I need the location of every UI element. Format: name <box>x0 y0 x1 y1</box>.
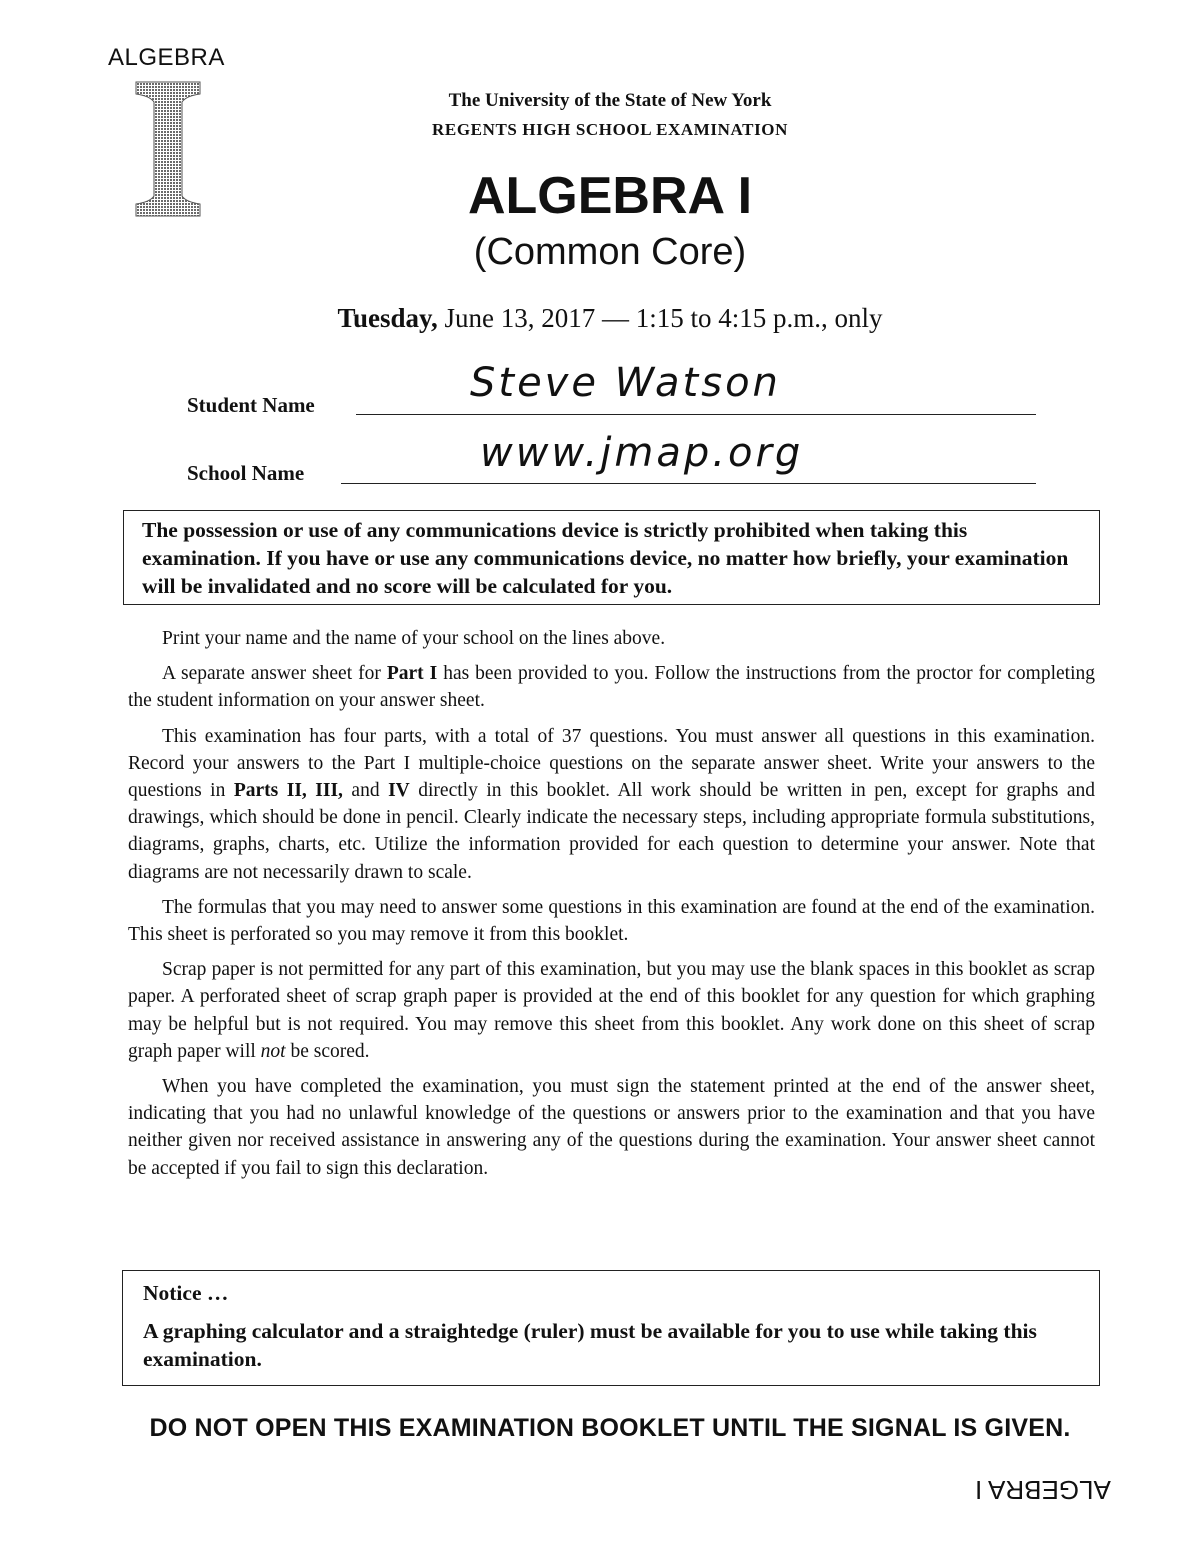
instruction-paragraph: This examination has four parts, with a total of 37 questions. You must answer all questions in this examination. Record your answers to the Part I multiple-choice questions on the separate answer sheet. Write your answers to the questions in Parts II, III, and IV directly in this booklet. All work should be written in pen, except for graphs and drawings, which should be done in pencil. Clearly indicate the necessary steps, including appropriate formula substitutions, diagrams, graphs, charts, etc. Utilize the information provided for each question to determine your answer. Note that diagrams are not necessarily drawn to scale. <box>128 725 1096 883</box>
instruction-paragraph: When you have completed the examination, you must sign the statement printed at the end of the answer sheet, indicating that you had no unlawful knowledge of the questions or answers prior to the examination and that you have neither given nor received assistance in answering any of the questions during the examination. Your answer sheet cannot be accepted if you fail to sign this declaration. <box>128 1076 1095 1179</box>
device-warning-box <box>123 510 1100 605</box>
student-name-line <box>356 414 1036 415</box>
instruction-paragraph: Scrap paper is not permitted for any part of this examination, but you may use the blank spaces in this booklet as scrap paper. A perforated sheet of scrap graph paper is provided at the end of this booklet for any question for which graphing may be helpful but is not required. You may remove this sheet from this booklet. Any work done on this sheet of scrap graph paper will not be scored. <box>128 959 1095 1062</box>
large-roman-i-logo <box>134 80 202 218</box>
instruction-paragraph: A separate answer sheet for Part I has been provided to you. Follow the instructions from the proctor for completing the student information on your answer sheet. <box>128 663 1095 712</box>
exam-board: REGENTS HIGH SCHOOL EXAMINATION <box>432 120 788 139</box>
exam-subtitle: (Common Core) <box>473 231 747 273</box>
school-name-label: School Name <box>187 461 305 485</box>
exam-date-time: June 13, 2017 — 1:15 to 4:15 p.m., only <box>437 303 883 333</box>
notice-body: A graphing calculator and a straightedge (ruler) must be available for you to use while taking this examination. <box>143 1319 1037 1371</box>
logo-letter: I <box>167 210 169 211</box>
student-name-value[interactable]: Steve Watson <box>470 360 781 406</box>
notice-box <box>122 1270 1100 1386</box>
corner-subject-label: ALGEBRA <box>108 44 225 71</box>
exam-date-line <box>200 303 1020 334</box>
exam-title: ALGEBRA I <box>467 167 753 225</box>
university-name: The University of the State of New York <box>448 90 772 111</box>
instructions <box>128 625 1095 1190</box>
exam-day: Tuesday, <box>337 303 438 333</box>
instruction-paragraph: Print your name and the name of your school on the lines above. <box>162 628 666 649</box>
school-name-line <box>341 483 1036 484</box>
instruction-paragraph: The formulas that you may need to answer some questions in this examination are found at the end of the examination. This sheet is perforated so you may remove it from this booklet. <box>128 896 1095 946</box>
flipped-subject-label: ALGEBRA I <box>975 1475 1111 1505</box>
student-name-label: Student Name <box>187 393 315 417</box>
notice-heading: Notice … <box>143 1281 229 1305</box>
device-warning-text: The possession or use of any communications device is strictly prohibited when taking this examination. If you have or use any communications device, no matter how briefly, your examination will be invalidated and no score will be calculated for you. <box>142 518 1069 598</box>
school-name-value[interactable]: www.jmap.org <box>480 430 804 476</box>
do-not-open-warning: DO NOT OPEN THIS EXAMINATION BOOKLET UNTIL THE SIGNAL IS GIVEN. <box>149 1414 1071 1442</box>
